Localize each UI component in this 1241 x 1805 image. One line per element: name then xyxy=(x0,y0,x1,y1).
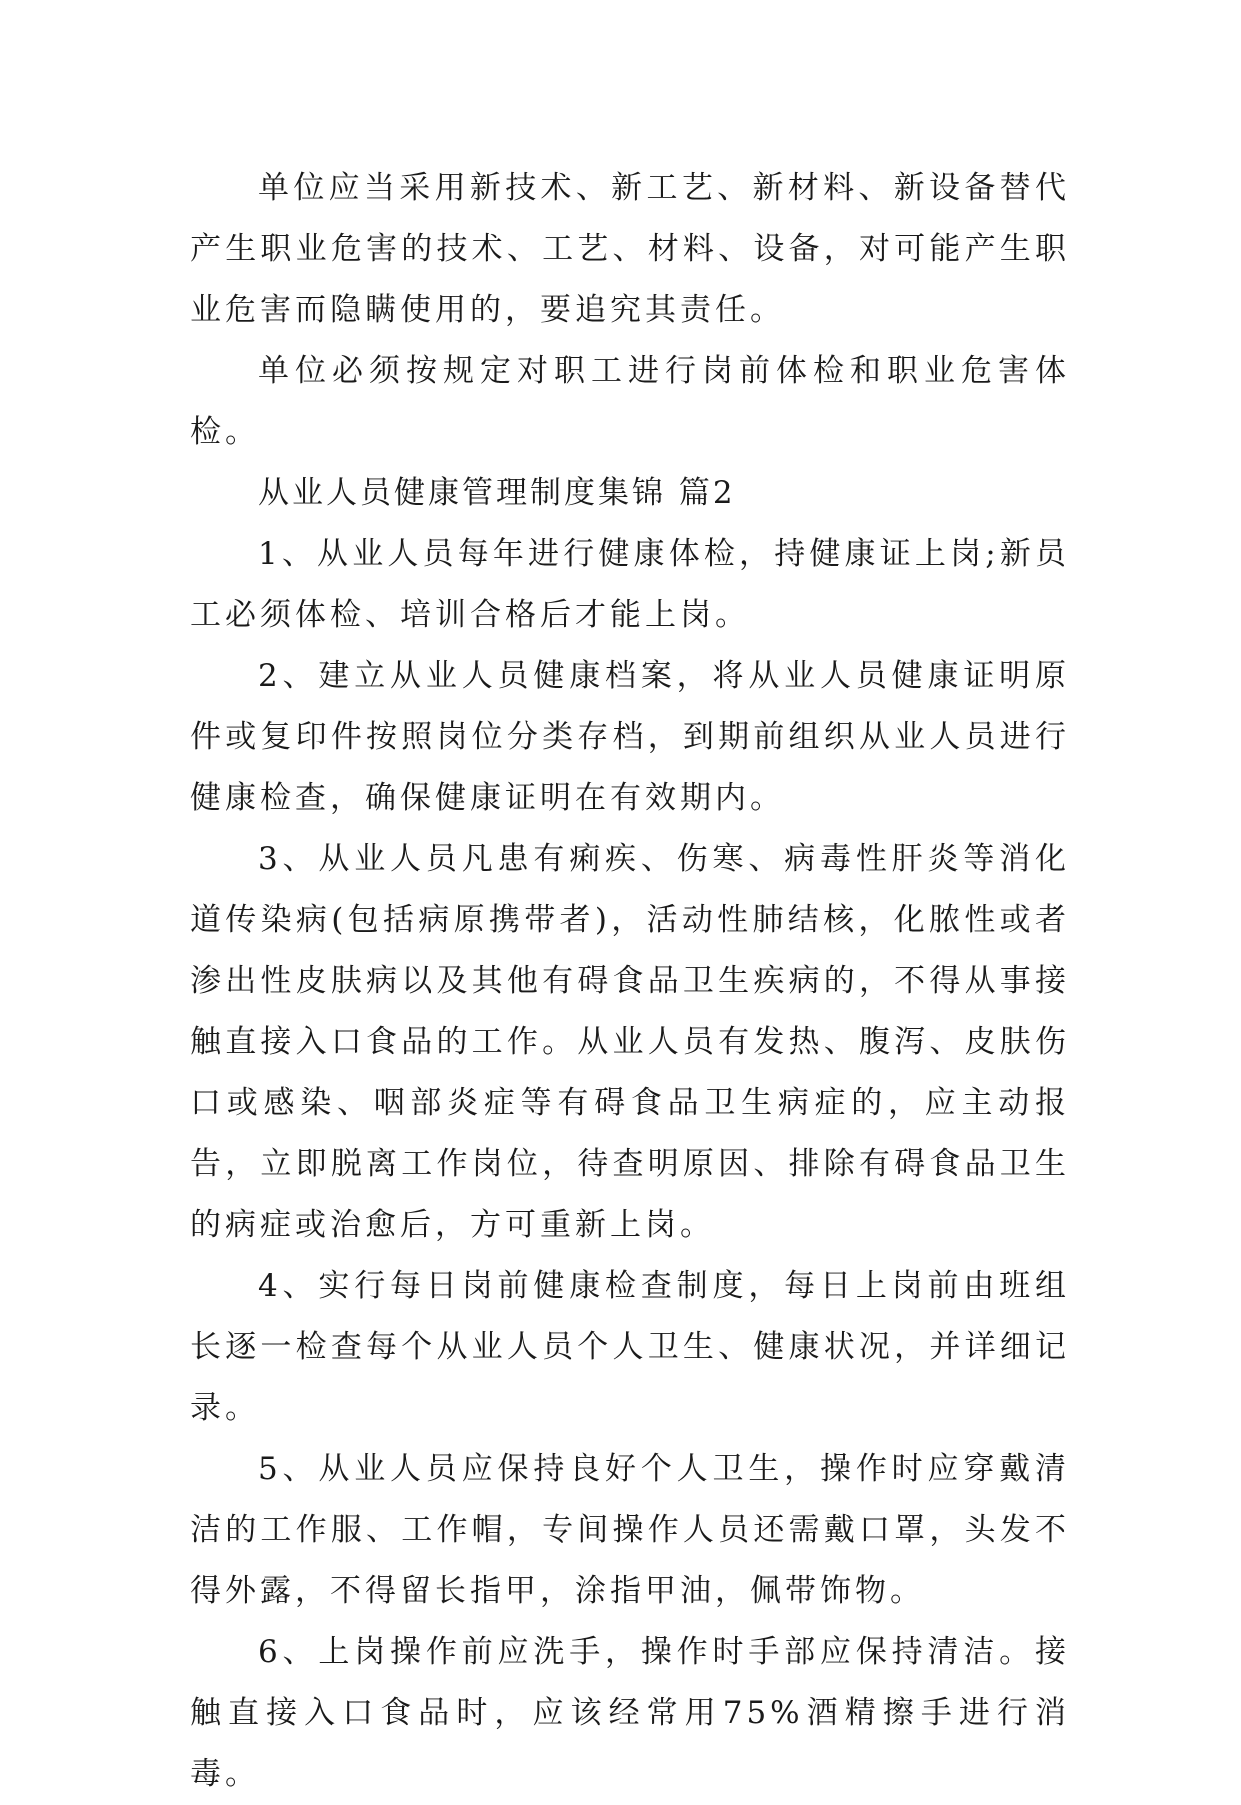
paragraph-item-5: 5、从业人员应保持良好个人卫生，操作时应穿戴清洁的工作服、工作帽，专间操作人员还需戴口罩，头发不得外露，不得留长指甲，涂指甲油，佩带饰物。 xyxy=(190,1451,1070,1609)
paragraph-item-2: 2、建立从业人员健康档案，将从业人员健康证明原件或复印件按照岗位分类存档，到期前组织从业人员进行健康检查，确保健康证明在有效期内。 xyxy=(190,658,1070,816)
document-body xyxy=(190,158,1070,1805)
section-title: 从业人员健康管理制度集锦 篇2 xyxy=(258,475,736,511)
paragraph-health-exam-requirement: 单位必须按规定对职工进行岗前体检和职业危害体检。 xyxy=(190,353,1070,450)
paragraph-item-4: 4、实行每日岗前健康检查制度，每日上岗前由班组长逐一检查每个从业人员个人卫生、健康状况，并详细记录。 xyxy=(190,1268,1070,1426)
paragraph-technology-replacement: 单位应当采用新技术、新工艺、新材料、新设备替代产生职业危害的技术、工艺、材料、设备，对可能产生职业危害而隐瞒使用的，要追究其责任。 xyxy=(190,170,1070,328)
paragraph-item-6: 6、上岗操作前应洗手，操作时手部应保持清洁。接触直接入口食品时，应该经常用75%酒精擦手进行消毒。 xyxy=(190,1634,1070,1792)
paragraph-item-3: 3、从业人员凡患有痢疾、伤寒、病毒性肝炎等消化道传染病(包括病原携带者)，活动性肺结核，化脓性或者渗出性皮肤病以及其他有碍食品卫生疾病的，不得从事接触直接入口食品的工作。从业人员有发热、腹泻、皮肤伤口或感染、咽部炎症等有碍食品卫生病症的，应主动报告，立即脱离工作岗位，待查明原因、排除有碍食品卫生的病症或治愈后，方可重新上岗。 xyxy=(190,841,1070,1243)
paragraph-item-1: 1、从业人员每年进行健康体检，持健康证上岗;新员工必须体检、培训合格后才能上岗。 xyxy=(190,536,1070,633)
